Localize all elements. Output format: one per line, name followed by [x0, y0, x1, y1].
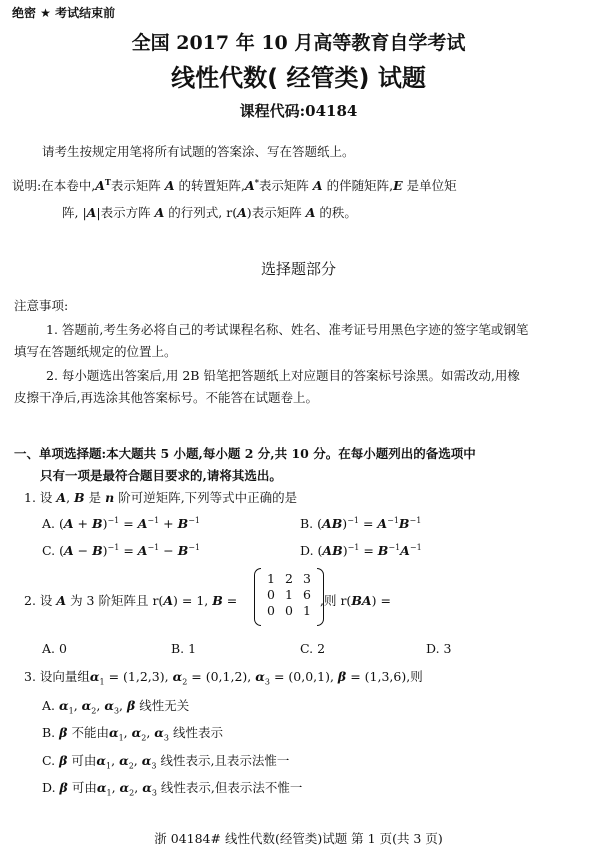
attention-item-2: 2. 每小题选出答案后,用 2B 铅笔把答题纸上对应题目的答案标号涂黑。如需改动,用橡 — [46, 368, 520, 383]
part1-heading: 一、单项选择题:本大题共 5 小题,每小题 2 分,共 10 分。在每小题列出的备选项中 — [14, 446, 476, 461]
question-1-stem: 1. 设 A, B 是 n 阶可逆矩阵,下列等式中正确的是 — [24, 490, 298, 505]
question-1-option-d: D. $(AB)^{-1} = B^{-1}A^{-1}$ — [300, 543, 422, 559]
matrix-b — [254, 568, 324, 624]
exam-subject-title: 线性代数( 经管类) 试题 — [171, 64, 426, 92]
matrix-cell: 0 — [267, 603, 275, 618]
notation-note-line1: 说明:在本卷中$,A^T$表示矩阵 A 的转置矩阵,A*表示矩阵 A 的伴随矩阵,E 是单位矩 — [12, 176, 457, 193]
matrix-cell: 2 — [285, 571, 293, 586]
question-2-option-d: D. 3 — [426, 641, 452, 656]
question-1-option-c: C. $(A - B)^{-1} = A^{-1} - B^{-1}$ — [42, 543, 201, 559]
matrix-cell: 1 — [267, 571, 275, 586]
matrix-cell: 0 — [285, 603, 293, 618]
attention-item-1-cont: 填写在答题纸规定的位置上。 — [14, 344, 177, 359]
section-title: 选择题部分 — [260, 260, 336, 278]
confidential-mark: 绝密 ★ 考试结束前 — [12, 6, 116, 20]
matrix-cell: 1 — [285, 587, 293, 602]
question-3-option-b: B. β 不能由$\alpha_1$, $\alpha_2$, $\alpha_3$ 线性表示 — [42, 725, 224, 743]
matrix-left-bracket — [254, 568, 261, 626]
question-2-option-a: A. 0 — [42, 641, 67, 656]
attention-item-1: 1. 答题前,考生务必将自己的考试课程名称、姓名、准考证号用黑色字迹的签字笔或钢笔 — [46, 322, 529, 337]
page-footer: 浙 04184# 线性代数(经管类)试题 第 1 页(共 3 页) — [154, 831, 443, 846]
question-2-stem: 2. 设 A 为 3 阶矩阵且 r(A) = 1, B = — [24, 593, 238, 608]
question-3-stem: 3. 设向量组$\alpha_1 = (1,2,3)$, $\alpha_2 = (0,1,2)$, $\alpha_3 = (0,0,1)$, β = (1,3,6),则 — [24, 669, 423, 687]
question-2-stem-tail: ,则 r(BA) = — [320, 593, 391, 608]
course-code: 课程代码:04184 — [239, 102, 358, 120]
matrix-cell: 0 — [267, 587, 275, 602]
question-2-option-c: C. 2 — [300, 641, 326, 656]
notation-note-line2: 阵, |A|表示方阵 A 的行列式, r(A)表示矩阵 A 的秩。 — [62, 205, 357, 220]
matrix-grid — [262, 571, 316, 618]
exam-session-title: 全国 2017 年 10 月高等教育自学考试 — [131, 32, 466, 54]
question-3-option-a: A. $\alpha_1$, $\alpha_2$, $\alpha_3$, β 线性无关 — [42, 698, 190, 716]
matrix-cell: 1 — [303, 603, 311, 618]
matrix-cell: 3 — [303, 571, 311, 586]
part1-heading-cont: 只有一项是最符合题目要求的,请将其选出。 — [40, 468, 282, 483]
question-1-option-a: A. $(A + B)^{-1} = A^{-1} + B^{-1}$ — [42, 516, 200, 532]
question-1-option-b: B. $(AB)^{-1} = A^{-1}B^{-1}$ — [300, 516, 422, 532]
question-2-option-b: B. 1 — [171, 641, 197, 656]
question-3-option-c: C. β 可由$\alpha_1$, $\alpha_2$, $\alpha_3$ 线性表示,且表示法惟一 — [42, 753, 290, 771]
answer-instruction: 请考生按规定用笔将所有试题的答案涂、写在答题纸上。 — [42, 144, 355, 159]
matrix-cell: 6 — [303, 587, 311, 602]
question-3-option-d: D. β 可由$\alpha_1$, $\alpha_2$, $\alpha_3$ 线性表示,但表示法不惟一 — [42, 780, 303, 798]
attention-item-2-cont: 皮擦干净后,再选涂其他答案标号。不能答在试题卷上。 — [14, 390, 318, 405]
attention-heading: 注意事项: — [14, 298, 69, 313]
